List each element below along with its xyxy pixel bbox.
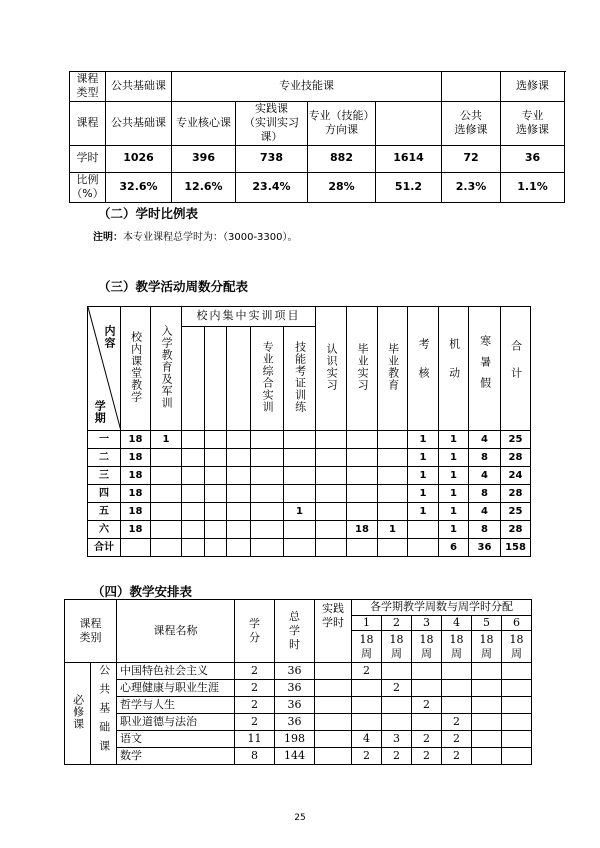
weekly-hours xyxy=(502,697,532,714)
table-cell xyxy=(227,503,251,521)
header-blank xyxy=(442,72,501,102)
table-cell: 8 xyxy=(469,521,501,539)
table-cell: 1 xyxy=(408,485,439,503)
course-name: 职业道德与法治 xyxy=(117,714,235,731)
teaching-weeks-table xyxy=(87,306,531,557)
weekly-hours xyxy=(472,697,502,714)
weekly-hours xyxy=(472,731,502,748)
category-required-label: 必修课 xyxy=(71,693,85,730)
course-practice-hours xyxy=(315,748,352,765)
table-cell xyxy=(316,485,347,503)
col-classroom-label: 校内课堂教学 xyxy=(129,330,143,403)
table-cell xyxy=(316,431,347,449)
table-row xyxy=(65,714,532,731)
course-credit: 2 xyxy=(235,680,275,697)
table-cell: 1 xyxy=(378,521,408,539)
table-cell: 4 xyxy=(469,467,501,485)
table-cell: 25 xyxy=(501,431,531,449)
table-cell xyxy=(151,449,182,467)
course-hours: 36 xyxy=(275,663,315,680)
table-cell: 18 xyxy=(121,431,151,449)
course-credit: 2 xyxy=(235,697,275,714)
table-row xyxy=(88,431,531,449)
table-cell xyxy=(227,449,251,467)
table-cell xyxy=(316,521,347,539)
weeks-count: 18 xyxy=(419,632,434,646)
col-flex xyxy=(439,307,469,431)
cell: 2.3% xyxy=(442,172,501,202)
course-hours: 36 xyxy=(275,714,315,731)
semester-label: 合计 xyxy=(88,539,121,557)
table-cell: 25 xyxy=(501,503,531,521)
col-total-label: 合计 xyxy=(509,339,523,394)
table-cell xyxy=(227,485,251,503)
table-cell xyxy=(284,431,316,449)
table-cell xyxy=(251,521,284,539)
course-credit: 11 xyxy=(235,731,275,748)
cell: 28% xyxy=(308,172,376,202)
subheader-public-elective: 公共 选修课 xyxy=(442,101,501,145)
table-cell: 18 xyxy=(121,485,151,503)
table-row xyxy=(65,748,532,765)
header-public-basic: 公共基础课 xyxy=(106,72,172,102)
semester-number: 1 xyxy=(352,616,382,631)
subheader-blank xyxy=(376,101,442,145)
table-cell xyxy=(151,485,182,503)
table-cell xyxy=(182,485,205,503)
course-name: 语文 xyxy=(117,731,235,748)
table-cell xyxy=(251,485,284,503)
table-cell xyxy=(205,485,227,503)
table-cell xyxy=(316,503,347,521)
table-cell: 18 xyxy=(121,467,151,485)
semester-weeks xyxy=(442,631,472,663)
cell: 396 xyxy=(172,145,236,172)
weekly-hours: 2 xyxy=(382,680,412,697)
col-entrance xyxy=(151,307,182,431)
table-cell xyxy=(284,449,316,467)
weekly-hours xyxy=(382,714,412,731)
table-row xyxy=(65,680,532,697)
weeks-count: 18 xyxy=(389,632,404,646)
row-label: 学时 xyxy=(70,145,106,172)
table-cell xyxy=(347,467,378,485)
weekly-hours: 2 xyxy=(412,731,442,748)
table-row xyxy=(88,503,531,521)
subheader-public-basic: 公共基础课 xyxy=(106,101,172,145)
col-comprehensive xyxy=(251,327,284,431)
course-credit: 2 xyxy=(235,714,275,731)
course-credit: 2 xyxy=(235,663,275,680)
table-cell xyxy=(205,467,227,485)
course-hours: 36 xyxy=(275,680,315,697)
table-cell: 1 xyxy=(408,503,439,521)
table-cell xyxy=(205,539,227,557)
table-row xyxy=(65,697,532,714)
course-type-hours-table xyxy=(69,71,565,203)
weekly-hours xyxy=(382,663,412,680)
semester-number: 5 xyxy=(472,616,502,631)
header-distribution: 各学期教学周数与周学时分配 xyxy=(352,600,532,616)
section2-note xyxy=(93,228,298,243)
cell: 882 xyxy=(308,145,376,172)
table-row xyxy=(65,663,532,680)
weeks-count: 18 xyxy=(449,632,464,646)
section4-title: （四）教学安排表 xyxy=(92,584,193,599)
course-practice-hours xyxy=(315,714,352,731)
weeks-unit: 周 xyxy=(361,646,372,660)
section2-title: （二）学时比例表 xyxy=(98,206,199,221)
header-course-name: 课程名称 xyxy=(117,600,235,663)
semester-number: 2 xyxy=(382,616,412,631)
semester-number: 3 xyxy=(412,616,442,631)
table-cell: 18 xyxy=(347,521,378,539)
table-cell xyxy=(408,521,439,539)
course-practice-hours xyxy=(315,663,352,680)
table-cell: 1 xyxy=(151,431,182,449)
note-label: 注明： xyxy=(93,232,123,243)
table-cell xyxy=(182,539,205,557)
col-cognition xyxy=(316,307,347,431)
table-cell xyxy=(251,503,284,521)
weekly-hours: 2 xyxy=(352,663,382,680)
col-classroom xyxy=(121,307,151,431)
header-total-hours: 总 学 时 xyxy=(275,600,315,663)
weekly-hours xyxy=(472,680,502,697)
table-cell xyxy=(284,539,316,557)
row-course-label: 课程 xyxy=(70,101,106,145)
table-cell xyxy=(316,449,347,467)
table-cell xyxy=(378,539,408,557)
page-number: 25 xyxy=(294,813,306,823)
table-cell: 4 xyxy=(469,431,501,449)
table-cell xyxy=(227,521,251,539)
col-intramural: 校内集中实训项目 xyxy=(182,307,316,327)
table-cell xyxy=(227,467,251,485)
table-cell xyxy=(205,503,227,521)
weekly-hours: 2 xyxy=(412,748,442,765)
weekly-hours xyxy=(412,663,442,680)
weeks-unit: 周 xyxy=(451,646,462,660)
weekly-hours xyxy=(442,697,472,714)
weekly-hours xyxy=(472,748,502,765)
subheader-pro-elective: 专业 选修课 xyxy=(501,101,565,145)
semester-label: 二 xyxy=(88,449,121,467)
cell: 23.4% xyxy=(236,172,308,202)
table-cell: 1 xyxy=(408,467,439,485)
weekly-hours: 3 xyxy=(382,731,412,748)
weeks-count: 18 xyxy=(359,632,374,646)
header-practice-hours: 实践 学时 xyxy=(315,600,352,663)
cell: 51.2 xyxy=(376,172,442,202)
table-cell xyxy=(251,539,284,557)
table-cell xyxy=(378,467,408,485)
semester-label: 五 xyxy=(88,503,121,521)
weekly-hours xyxy=(502,714,532,731)
table-cell: 1 xyxy=(439,503,469,521)
table-cell xyxy=(151,539,182,557)
course-practice-hours xyxy=(315,680,352,697)
col-graduation-practice-label: 毕业实习 xyxy=(356,342,370,391)
section3-title: （三）教学活动周数分配表 xyxy=(98,279,249,294)
semester-number: 6 xyxy=(502,616,532,631)
course-hours: 144 xyxy=(275,748,315,765)
table-row xyxy=(88,467,531,485)
table-row xyxy=(65,731,532,748)
course-name: 中国特色社会主义 xyxy=(117,663,235,680)
semester-weeks xyxy=(502,631,532,663)
table-cell xyxy=(205,449,227,467)
table-cell: 8 xyxy=(469,449,501,467)
col-cognition-label: 认识实习 xyxy=(325,342,339,391)
weekly-hours xyxy=(502,731,532,748)
semester-weeks xyxy=(472,631,502,663)
table-cell xyxy=(347,449,378,467)
cell: 1614 xyxy=(376,145,442,172)
teaching-schedule-table xyxy=(64,599,532,765)
weekly-hours: 2 xyxy=(382,748,412,765)
table-cell xyxy=(251,431,284,449)
col-exam-label: 考核 xyxy=(417,337,431,396)
category-public-basic xyxy=(91,663,117,765)
table-cell: 4 xyxy=(469,503,501,521)
cell: 72 xyxy=(442,145,501,172)
subheader-direction: 专业（技能） 方向课 xyxy=(308,101,376,145)
table-cell: 24 xyxy=(501,467,531,485)
weekly-hours: 2 xyxy=(352,748,382,765)
course-name: 哲学与人生 xyxy=(117,697,235,714)
weekly-hours: 2 xyxy=(442,748,472,765)
header-course-type: 课程 类型 xyxy=(70,72,106,102)
header-category: 课程 类别 xyxy=(65,600,117,663)
cell: 36 xyxy=(501,145,565,172)
weekly-hours: 2 xyxy=(412,697,442,714)
cell: 32.6% xyxy=(106,172,172,202)
col-vacation xyxy=(469,307,501,431)
table-cell: 1 xyxy=(408,431,439,449)
weekly-hours xyxy=(382,697,412,714)
table-cell xyxy=(205,521,227,539)
table-cell: 28 xyxy=(501,521,531,539)
table-cell xyxy=(251,467,284,485)
table-cell: 1 xyxy=(439,521,469,539)
table-cell xyxy=(378,503,408,521)
weekly-hours xyxy=(352,680,382,697)
weekly-hours xyxy=(442,680,472,697)
course-name: 心理健康与职业生涯 xyxy=(117,680,235,697)
weekly-hours xyxy=(502,680,532,697)
corner-content-label: 内容 xyxy=(103,325,116,349)
col-graduation-edu-label: 毕业教育 xyxy=(386,342,400,391)
weeks-unit: 周 xyxy=(511,646,522,660)
course-credit: 8 xyxy=(235,748,275,765)
table-row xyxy=(88,485,531,503)
table-cell: 28 xyxy=(501,485,531,503)
note-text: 本专业课程总学时为：（3000-3300）。 xyxy=(123,232,298,243)
course-hours: 198 xyxy=(275,731,315,748)
weeks-unit: 周 xyxy=(421,646,432,660)
table-cell xyxy=(408,539,439,557)
semester-number: 4 xyxy=(442,616,472,631)
weeks-count: 18 xyxy=(479,632,494,646)
weeks-unit: 周 xyxy=(391,646,402,660)
semester-label: 一 xyxy=(88,431,121,449)
subheader-core: 专业核心课 xyxy=(172,101,236,145)
course-hours: 36 xyxy=(275,697,315,714)
table-cell xyxy=(182,521,205,539)
table-cell: 28 xyxy=(501,449,531,467)
table-cell: 6 xyxy=(439,539,469,557)
table-cell: 18 xyxy=(121,449,151,467)
header-elective: 选修课 xyxy=(501,72,565,102)
semester-label: 六 xyxy=(88,521,121,539)
header-professional-skill: 专业技能课 xyxy=(172,72,442,102)
table-cell: 1 xyxy=(439,431,469,449)
table-cell xyxy=(284,467,316,485)
table-row xyxy=(88,521,531,539)
table-cell xyxy=(227,539,251,557)
table-cell: 1 xyxy=(284,503,316,521)
table-cell xyxy=(316,467,347,485)
col-exam xyxy=(408,307,439,431)
cell: 12.6% xyxy=(172,172,236,202)
table-row xyxy=(70,172,565,202)
course-name: 数学 xyxy=(117,748,235,765)
weekly-hours: 2 xyxy=(442,714,472,731)
semester-weeks xyxy=(352,631,382,663)
weekly-hours xyxy=(472,663,502,680)
table-cell: 1 xyxy=(439,449,469,467)
table-cell xyxy=(347,539,378,557)
table-cell xyxy=(284,521,316,539)
table-cell xyxy=(316,539,347,557)
col-entrance-label: 入学教育及军训 xyxy=(160,324,174,409)
table-cell: 1 xyxy=(408,449,439,467)
table-cell: 36 xyxy=(469,539,501,557)
table-cell xyxy=(378,485,408,503)
table-cell: 18 xyxy=(121,521,151,539)
col-skill-cert xyxy=(284,327,316,431)
col-flex-label: 机动 xyxy=(447,337,461,396)
weekly-hours: 4 xyxy=(352,731,382,748)
weekly-hours xyxy=(412,714,442,731)
cell: 1.1% xyxy=(501,172,565,202)
table-cell xyxy=(347,431,378,449)
table-cell xyxy=(378,431,408,449)
col-total xyxy=(501,307,531,431)
table-cell xyxy=(182,467,205,485)
weekly-hours xyxy=(442,663,472,680)
subheader-practice: 实践课 （实训实习 课） xyxy=(236,101,308,145)
table-cell xyxy=(347,503,378,521)
course-practice-hours xyxy=(315,697,352,714)
semester-label: 三 xyxy=(88,467,121,485)
col-graduation-practice xyxy=(347,307,378,431)
table-cell: 158 xyxy=(501,539,531,557)
table-cell xyxy=(227,431,251,449)
weekly-hours: 2 xyxy=(442,731,472,748)
intramural-blank xyxy=(182,327,205,431)
table-cell: 1 xyxy=(439,467,469,485)
table-cell xyxy=(347,485,378,503)
table-cell xyxy=(205,431,227,449)
table-cell xyxy=(151,503,182,521)
table-cell xyxy=(121,539,151,557)
col-vacation-label: 寒暑假 xyxy=(478,335,492,398)
table-cell xyxy=(182,449,205,467)
table-cell xyxy=(284,485,316,503)
category-required xyxy=(65,663,91,765)
semester-weeks xyxy=(382,631,412,663)
weekly-hours xyxy=(502,748,532,765)
table-row xyxy=(88,539,531,557)
table-cell xyxy=(182,503,205,521)
table-cell: 8 xyxy=(469,485,501,503)
intramural-blank xyxy=(227,327,251,431)
col-graduation-edu xyxy=(378,307,408,431)
table-cell xyxy=(182,431,205,449)
weeks-unit: 周 xyxy=(481,646,492,660)
semester-weeks xyxy=(412,631,442,663)
weekly-hours xyxy=(502,663,532,680)
table-cell xyxy=(151,467,182,485)
table-cell xyxy=(378,449,408,467)
row-label: 比例 （%） xyxy=(71,172,104,201)
corner-semester-label: 学期 xyxy=(93,400,107,424)
semester-label: 四 xyxy=(88,485,121,503)
col-comprehensive-label: 专业综合实训 xyxy=(261,340,275,413)
table-cell xyxy=(151,521,182,539)
weeks-count: 18 xyxy=(509,632,524,646)
cell: 1026 xyxy=(106,145,172,172)
col-skill-cert-label: 技能考证训练 xyxy=(293,340,307,413)
weekly-hours xyxy=(352,714,382,731)
course-practice-hours xyxy=(315,731,352,748)
table-row xyxy=(88,449,531,467)
weekly-hours xyxy=(412,680,442,697)
intramural-blank xyxy=(205,327,227,431)
corner-header xyxy=(88,307,121,431)
table-cell: 1 xyxy=(439,485,469,503)
weekly-hours xyxy=(472,714,502,731)
category-public-basic-label: 公共基础课 xyxy=(97,664,111,760)
weekly-hours xyxy=(352,697,382,714)
header-credit: 学 分 xyxy=(235,600,275,663)
table-row xyxy=(70,145,565,172)
table-cell: 18 xyxy=(121,503,151,521)
table-cell xyxy=(251,449,284,467)
cell: 738 xyxy=(236,145,308,172)
